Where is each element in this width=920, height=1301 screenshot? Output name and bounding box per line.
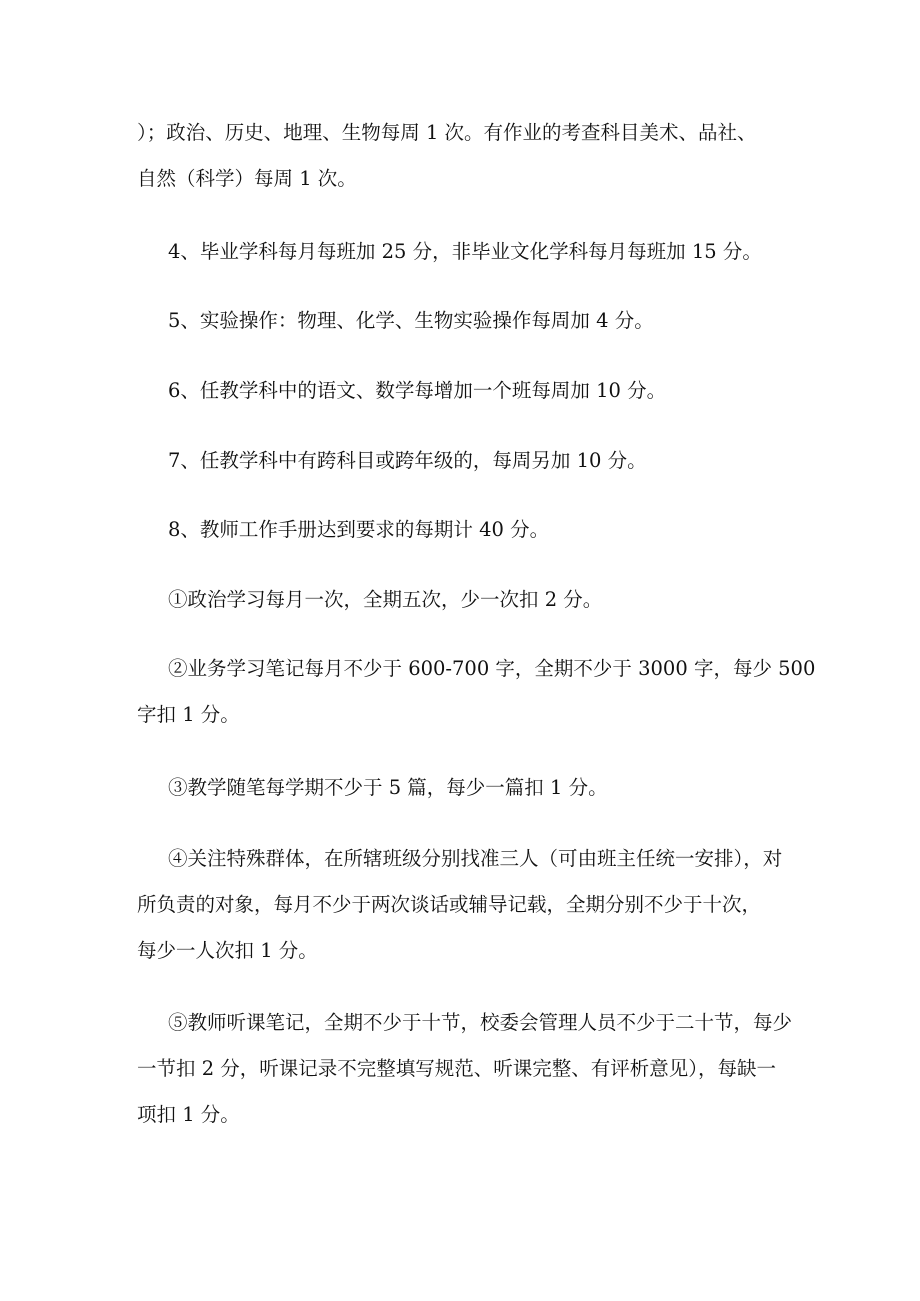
paragraph-continuation	[137, 110, 797, 202]
paragraph-item-5	[168, 298, 798, 344]
text-line: 4、毕业学科每月每班加 25 分，非毕业文化学科每月每班加 15 分。	[168, 240, 762, 263]
paragraph-item-6	[168, 368, 798, 414]
text-line: 所负责的对象，每月不少于两次谈话或辅导记载，全期分别不少于十次，	[137, 893, 762, 916]
paragraph-subitem-1	[168, 577, 798, 623]
paragraph-subitem-2	[137, 646, 816, 738]
text-line: 一节扣 2 分，听课记录不完整填写规范、听课完整、有评析意见），每缺一	[137, 1057, 777, 1080]
text-line: ）；政治、历史、地理、生物每周 1 次。有作业的考查科目美术、品社、	[137, 121, 757, 144]
text-line: 每少一人次扣 1 分。	[137, 939, 318, 962]
text-line: ①政治学习每月一次，全期五次，少一次扣 2 分。	[168, 588, 603, 611]
text-line: 自然（科学）每周 1 次。	[137, 167, 357, 190]
text-line: ②业务学习笔记每月不少于 600-700 字，全期不少于 3000 字，每少 500	[168, 657, 816, 680]
paragraph-item-4	[168, 229, 798, 275]
text-line: 6、任教学科中的语文、数学每增加一个班每周加 10 分。	[168, 379, 667, 402]
text-line: ⑤教师听课笔记，全期不少于十节，校委会管理人员不少于二十节，每少	[168, 1011, 793, 1034]
text-line: 字扣 1 分。	[137, 703, 240, 726]
text-line: 项扣 1 分。	[137, 1103, 240, 1126]
paragraph-subitem-4	[137, 836, 797, 974]
paragraph-item-7	[168, 438, 798, 484]
text-line: ④关注特殊群体，在所辖班级分别找准三人（可由班主任统一安排），对	[168, 847, 783, 870]
text-line: ③教学随笔每学期不少于 5 篇，每少一篇扣 1 分。	[168, 776, 608, 799]
paragraph-subitem-5	[137, 1000, 797, 1138]
paragraph-item-8	[168, 507, 798, 553]
text-line: 7、任教学科中有跨科目或跨年级的，每周另加 10 分。	[168, 449, 647, 472]
paragraph-subitem-3	[168, 765, 798, 811]
text-line: 5、实验操作：物理、化学、生物实验操作每周加 4 分。	[168, 309, 654, 332]
text-line: 8、教师工作手册达到要求的每期计 40 分。	[168, 518, 550, 541]
